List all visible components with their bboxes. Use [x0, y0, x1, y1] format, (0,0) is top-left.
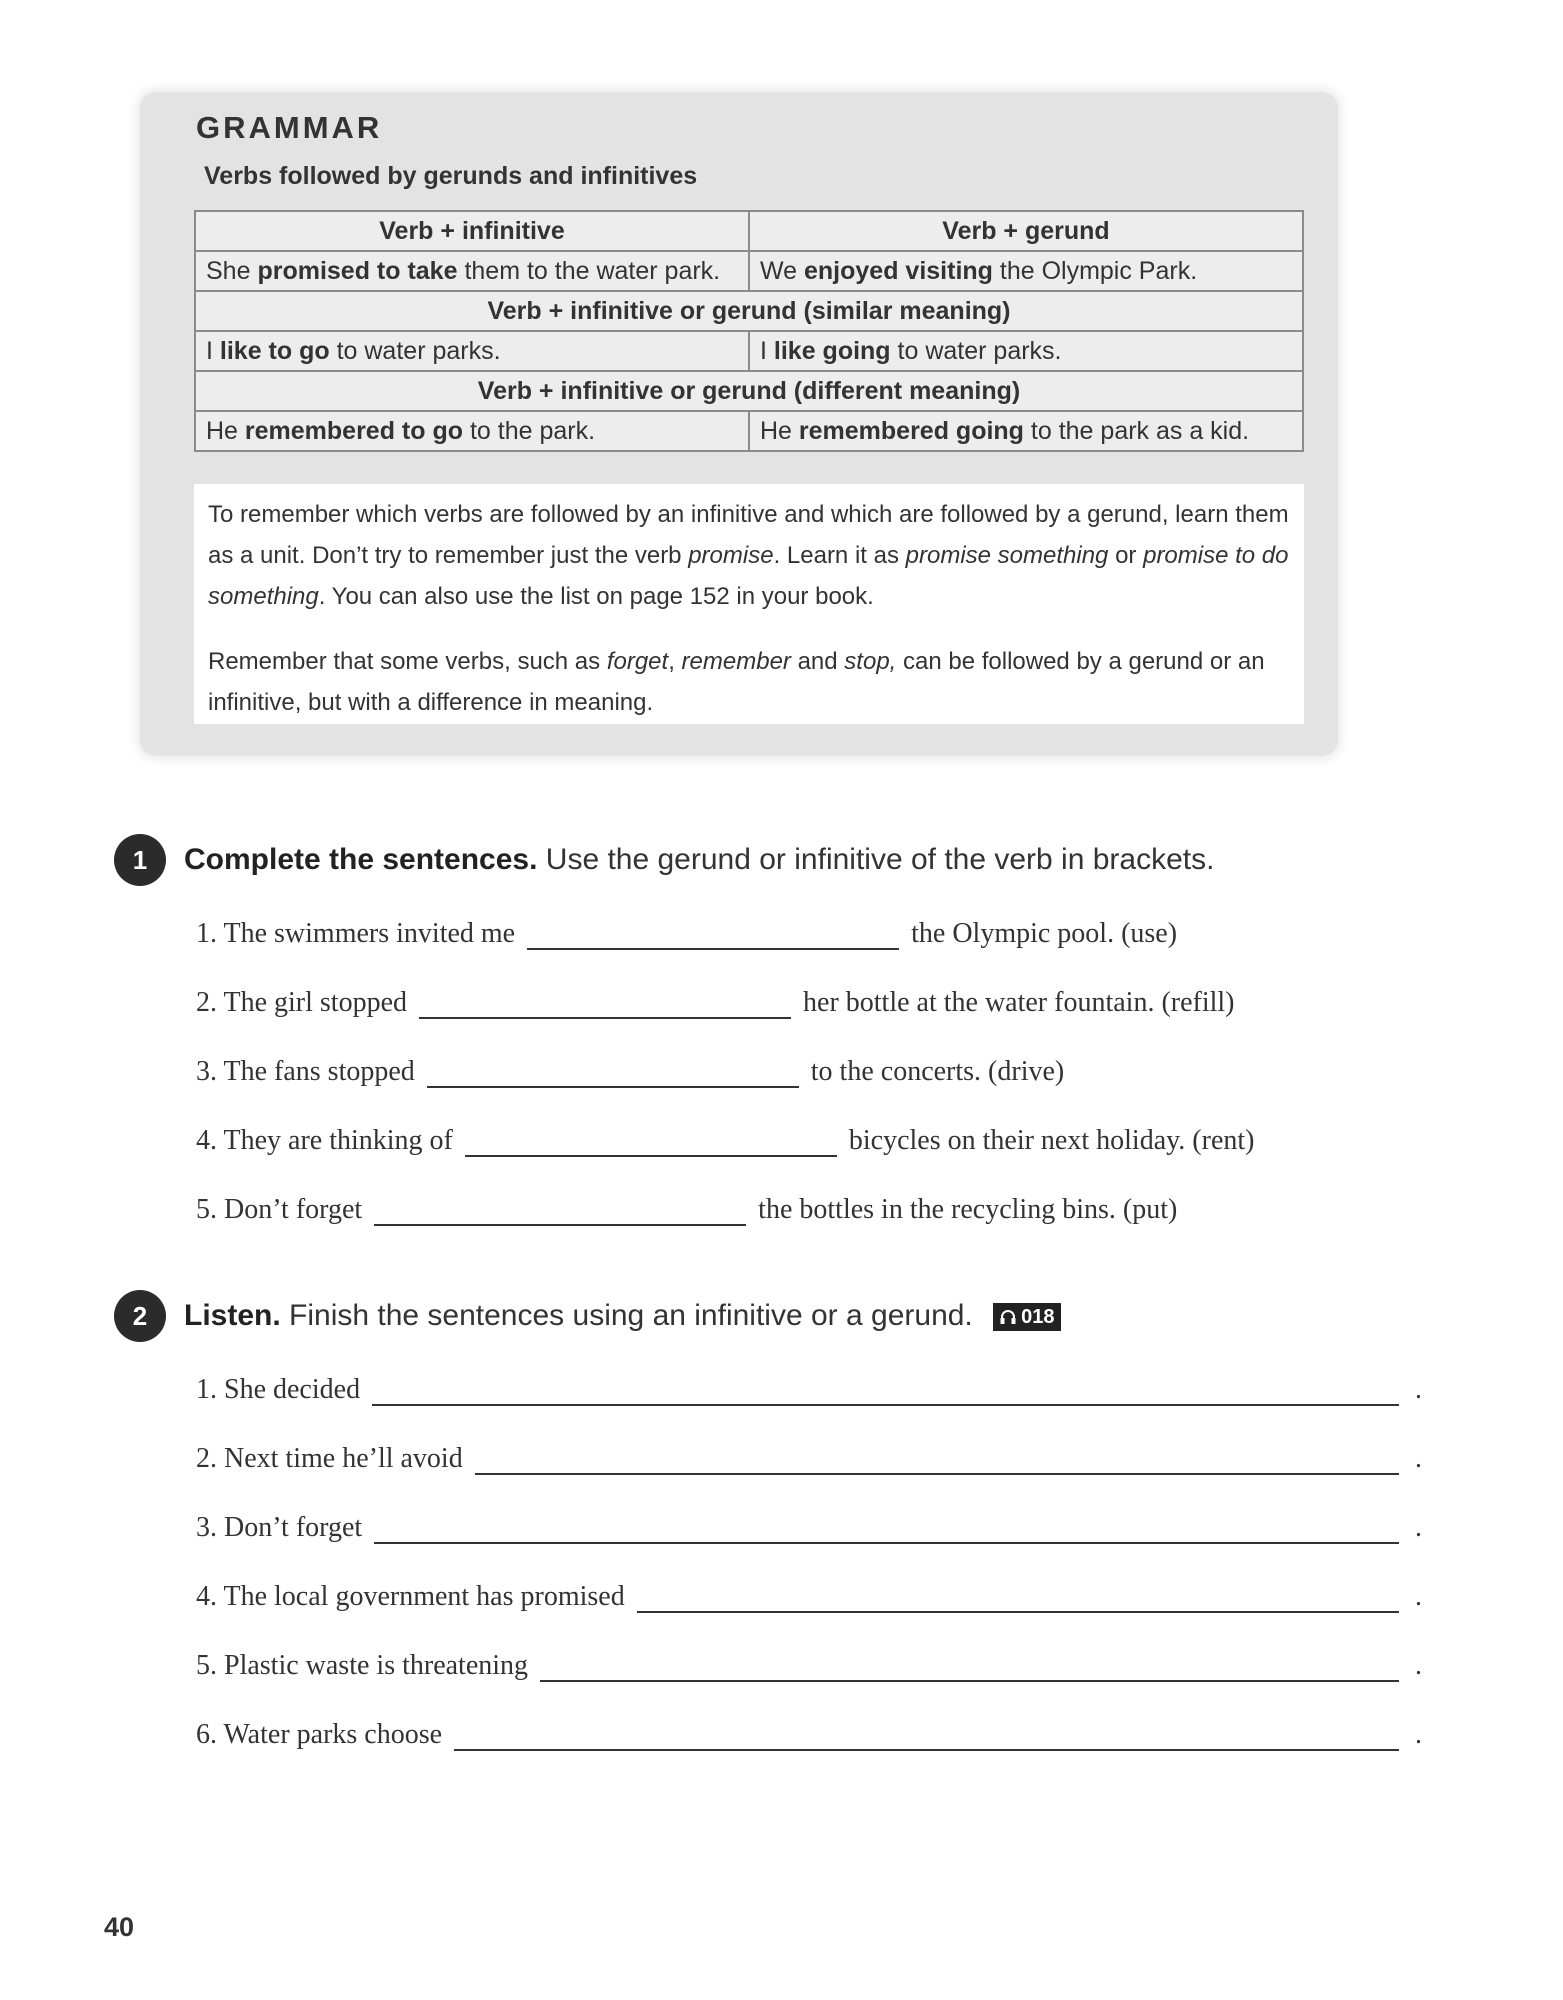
- different-meaning-header: Verb + infinitive or gerund (different meaning): [195, 371, 1303, 411]
- exercise1-item: 4. They are thinking of bicycles on their next holiday. (rent): [196, 1125, 1255, 1156]
- page-number: 40: [104, 1912, 135, 1942]
- answer-blank[interactable]: [454, 1719, 1399, 1751]
- exercise2-item: 6. Water parks choose .: [196, 1719, 1422, 1750]
- similar-meaning-header: Verb + infinitive or gerund (similar meaning): [195, 291, 1303, 331]
- grammar-subtitle: Verbs followed by gerunds and infinitives: [204, 162, 698, 190]
- answer-blank[interactable]: [475, 1443, 1399, 1475]
- note-paragraph: To remember which verbs are followed by an infinitive and which are followed by a gerund, learn them as a unit. Don’t try to remember just the verb promise. Learn it as promise something or promise to do something. You can also use the list on page 152 in your book.: [208, 501, 1289, 610]
- answer-blank[interactable]: [419, 987, 791, 1019]
- exercise2-item: 2. Next time he’ll avoid .: [196, 1443, 1422, 1474]
- grammar-table: [194, 210, 1304, 452]
- table-cell: He remembered going to the park as a kid.: [749, 411, 1303, 451]
- audio-track-badge[interactable]: [993, 1303, 1060, 1331]
- exercise1-item: 2. The girl stopped her bottle at the water fountain. (refill): [196, 987, 1235, 1018]
- note-paragraph: Remember that some verbs, such as forget, remember and stop, can be followed by a gerund or an infinitive, but with a difference in meaning.: [208, 648, 1265, 716]
- headphones-icon: [999, 1308, 1017, 1326]
- col-header-infinitive: Verb + infinitive: [195, 211, 749, 251]
- table-cell: We enjoyed visiting the Olympic Park.: [749, 251, 1303, 291]
- exercise2-heading: [114, 1290, 1061, 1342]
- exercise1-item: 3. The fans stopped to the concerts. (drive): [196, 1056, 1065, 1087]
- grammar-box: [140, 92, 1338, 756]
- exercise1-instruction: Complete the sentences. Use the gerund or infinitive of the verb in brackets.: [184, 843, 1215, 876]
- exercise-number-badge: 2: [114, 1290, 166, 1342]
- exercise-number-badge: 1: [114, 834, 166, 886]
- table-cell: She promised to take them to the water park.: [195, 251, 749, 291]
- audio-track-number: 018: [1021, 1305, 1055, 1328]
- answer-blank[interactable]: [372, 1374, 1399, 1406]
- exercise1-heading: [114, 834, 1214, 886]
- grammar-title: GRAMMAR: [196, 110, 383, 145]
- answer-blank[interactable]: [527, 918, 899, 950]
- exercise2-item: 4. The local government has promised .: [196, 1581, 1422, 1612]
- exercise2-item: 1. She decided .: [196, 1374, 1422, 1405]
- exercise2-item: 3. Don’t forget .: [196, 1512, 1422, 1543]
- exercise1-item: 1. The swimmers invited me the Olympic pool. (use): [196, 918, 1178, 949]
- grammar-notes: [194, 484, 1304, 724]
- exercise1-item: 5. Don’t forget the bottles in the recycling bins. (put): [196, 1194, 1178, 1225]
- answer-blank[interactable]: [465, 1125, 837, 1157]
- exercise2-instruction: Listen. Finish the sentences using an infinitive or a gerund. 018: [184, 1299, 1061, 1333]
- answer-blank[interactable]: [427, 1056, 799, 1088]
- table-cell: I like to go to water parks.: [195, 331, 749, 371]
- table-cell: I like going to water parks.: [749, 331, 1303, 371]
- answer-blank[interactable]: [374, 1194, 746, 1226]
- answer-blank[interactable]: [540, 1650, 1399, 1682]
- table-cell: He remembered to go to the park.: [195, 411, 749, 451]
- col-header-gerund: Verb + gerund: [749, 211, 1303, 251]
- exercise2-item: 5. Plastic waste is threatening .: [196, 1650, 1422, 1681]
- answer-blank[interactable]: [637, 1581, 1399, 1613]
- answer-blank[interactable]: [374, 1512, 1399, 1544]
